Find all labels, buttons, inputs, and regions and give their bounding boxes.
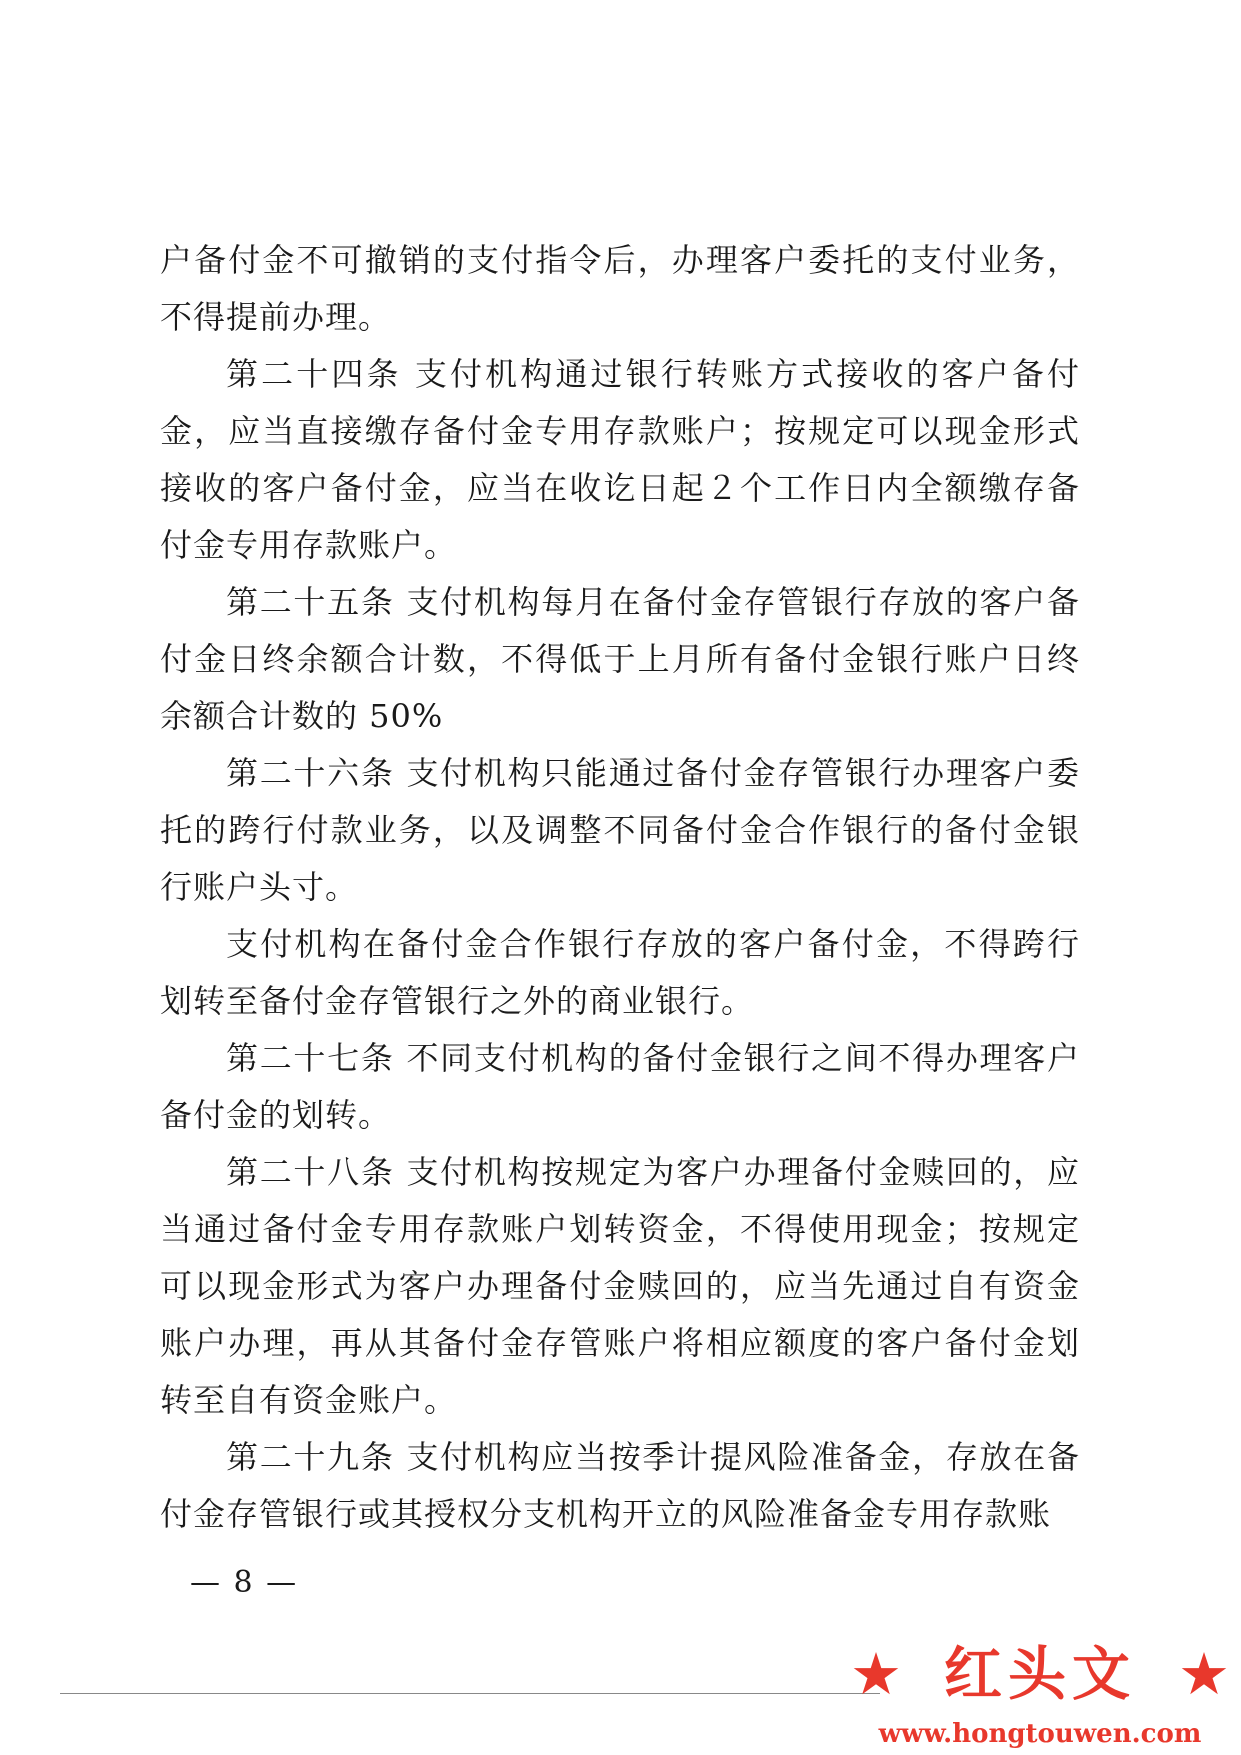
page-number: — 8 —: [190, 1565, 299, 1600]
paragraph-article-26: 第二十六条 支付机构只能通过备付金存管银行办理客户委托的跨行付款业务，以及调整不同备付金合作银行的备付金银行账户头寸。: [160, 754, 1080, 906]
paragraph-article-24: 第二十四条 支付机构通过银行转账方式接收的客户备付金，应当直接缴存备付金专用存款账户；按规定可以现金形式接收的客户备付金，应当在收讫日起２个工作日内全额缴存备付金专用存款账户。: [160, 355, 1080, 564]
paragraph-article-25: 第二十五条 支付机构每月在备付金存管银行存放的客户备付金日终余额合计数，不得低于上月所有备付金银行账户日终余额合计数的 50%: [160, 583, 1080, 735]
paragraph-article-29: 第二十九条 支付机构应当按季计提风险准备金，存放在备付金存管银行或其授权分支机构开立的风险准备金专用存款账: [160, 1438, 1080, 1533]
paragraph-0: 户备付金不可撤销的支付指令后，办理客户委托的支付业务，不得提前办理。: [160, 241, 1080, 336]
watermark-title-row: [850, 1634, 1230, 1714]
paragraph-article-27: 第二十七条 不同支付机构的备付金银行之间不得办理客户备付金的划转。: [160, 1039, 1080, 1134]
watermark: [850, 1634, 1230, 1752]
paragraph-article-26-cont: 支付机构在备付金合作银行存放的客户备付金，不得跨行划转至备付金存管银行之外的商业银行。: [160, 925, 1080, 1020]
watermark-title: 红头文: [943, 1640, 1136, 1708]
watermark-url: www.hongtouwen.com: [878, 1719, 1202, 1749]
star-icon-left: ★: [850, 1640, 902, 1708]
footer-divider: [60, 1693, 880, 1694]
paragraph-article-28: 第二十八条 支付机构按规定为客户办理备付金赎回的，应当通过备付金专用存款账户划转资金，不得使用现金；按规定可以现金形式为客户办理备付金赎回的，应当先通过自有资金账户办理，再从其备付金存管账户将相应额度的客户备付金划转至自有资金账户。: [160, 1153, 1080, 1419]
star-icon-right: ★: [1177, 1640, 1230, 1708]
body-text: [160, 232, 1080, 1543]
